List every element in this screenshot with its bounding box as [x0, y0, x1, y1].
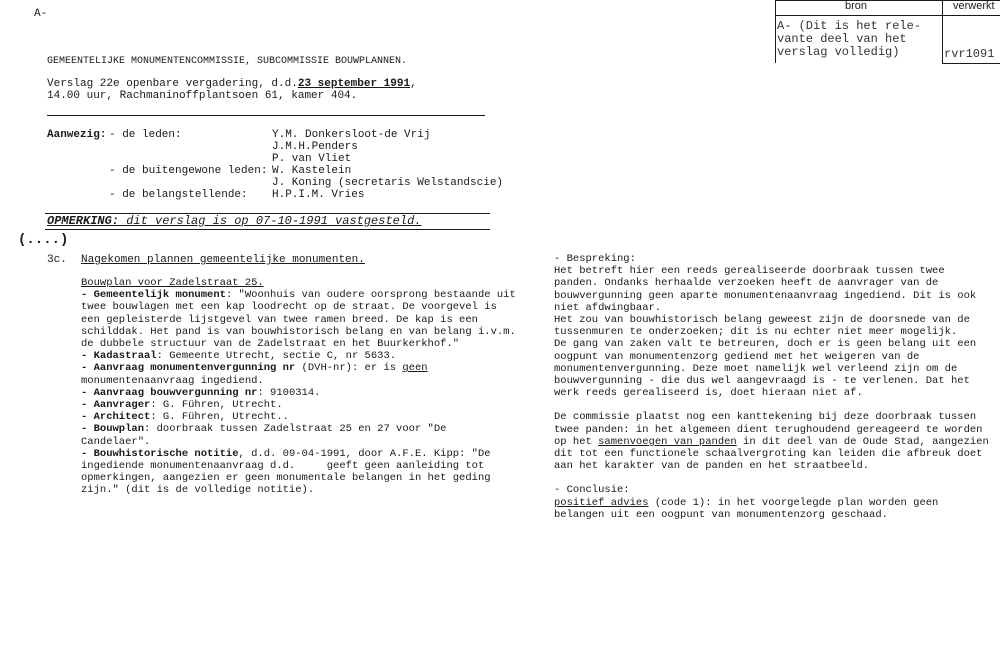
- discussion-line: De gang van zaken valt te betreuren, doch er is geen belang uit een: [554, 338, 977, 351]
- remark-text: [47, 214, 421, 228]
- discussion-line: oogpunt van monumentenzorg gediend met het weigeren van de: [554, 350, 920, 363]
- discussion-line: bouwvergunning geen aparte monumentenaanvraag ingediend. Dit is ook: [554, 289, 977, 302]
- item-line: Candelaer".: [81, 435, 151, 448]
- conclusion-advice: positief advies: [554, 496, 649, 509]
- conclusion-line: [554, 497, 984, 509]
- item-line: opmerkingen, aangezien er geen monumentale belangen in het geding: [81, 472, 491, 485]
- attendance-label: Aanwezig:: [47, 129, 107, 141]
- document-title: GEMEENTELIJKE MONUMENTENCOMMISSIE, SUBCOMMISSIE BOUWPLANNEN.: [47, 56, 408, 67]
- plan-details: [81, 277, 521, 497]
- discussion-line: aan het karakter van de panden en het straatbeeld.: [554, 460, 870, 473]
- item-text: : Gemeente Utrecht, sectie C, nr 5633.: [156, 350, 397, 363]
- item-text: , d.d. 09-04-1991, door A.F.E. Kipp: "De: [238, 447, 491, 460]
- attendee-name: J.M.H.Penders: [272, 141, 358, 153]
- discussion-line: Het betreft hier een reeds gerealiseerde doorbraak tussen twee: [554, 265, 945, 278]
- item-label: - Architect: [81, 411, 151, 424]
- item-line: [81, 423, 521, 435]
- item-line: twee bouwlagen met een kap loodrecht op de straat. De voorgevel is: [81, 301, 497, 314]
- remark-banner: [45, 213, 490, 230]
- corner-mark: A-: [34, 8, 48, 20]
- item-line: [81, 289, 521, 301]
- omission-mark: (....): [18, 232, 69, 248]
- item-line: schilddak. Het pand is van bouwhistorisch belang en van belang i.v.m.: [81, 325, 516, 338]
- item-text: : G. Führen, Utrecht..: [150, 411, 289, 424]
- item-text: (DVH-nr): er is: [295, 362, 403, 375]
- item-line: zijn." (dit is de volledige notitie).: [81, 484, 315, 497]
- meeting-date: 23 september 1991: [297, 78, 411, 90]
- item-label: - Aanvraag bouwvergunning nr: [81, 386, 258, 399]
- conclusion-line: belangen uit een oogpunt van monumentenzorg geschaad.: [554, 508, 888, 521]
- discussion-heading: - Bespreking:: [554, 253, 636, 265]
- item-label: - Bouwplan: [81, 423, 145, 436]
- item-label: - Kadastraal: [81, 350, 157, 363]
- remark-label: OPMERKING:: [47, 214, 120, 228]
- item-label: - Gemeentelijk monument: [81, 289, 226, 302]
- item-emphasis: geen: [402, 362, 428, 375]
- attendee-name: Y.M. Donkersloot-de Vrij: [272, 129, 431, 141]
- stamp-worked-code: rvr1091: [944, 47, 995, 61]
- item-text: : G. Führen, Utrecht.: [150, 399, 283, 412]
- meeting-line-2: 14.00 uur, Rachmaninoffplantsoen 61, kamer 404.: [47, 90, 358, 102]
- item-line: ingediende monumentenaanvraag d.d. geeft geen aanleiding tot: [81, 460, 485, 473]
- item-text: : 9100314.: [257, 386, 321, 399]
- stamp-source-line: A- (Dit is het rele-: [777, 19, 922, 33]
- item-line: [81, 350, 521, 362]
- section-number: 3c.: [47, 254, 67, 266]
- item-text: : doorbraak tussen Zadelstraat 25 en 27 voor "De: [144, 423, 447, 436]
- item-line: monumentenaanvraag ingediend.: [81, 374, 264, 387]
- item-text: : "Woonhuis van oudere oorsprong bestaande uit: [225, 289, 516, 302]
- discussion-line: panden. Ondanks herhaalde verzoeken heeft de aanvrager van de: [554, 277, 939, 290]
- item-label: - Bouwhistorische notitie: [81, 447, 239, 460]
- stamp-header-worked: verwerkt: [953, 0, 995, 12]
- stamp-source-line: vante deel van het: [777, 32, 907, 46]
- discussion-line: tussenmuren te onderzoeken; dit is nu echter niet meer mogelijk.: [554, 326, 958, 339]
- item-line: [81, 387, 521, 399]
- discussion-line: bouwvergunning - die dus wel aangevraagd is - te verlenen. Dat het: [554, 375, 970, 388]
- discussion-line: werk reeds gerealiseerd is, doet hieraan niet af.: [554, 387, 863, 400]
- attendee-name: H.P.I.M. Vries: [272, 189, 365, 201]
- remark-content: dit verslag is op 07-10-1991 vastgesteld.: [119, 214, 422, 228]
- item-line: een gepleisterde lijstgevel van twee ramen breed. De kap is een: [81, 313, 478, 326]
- meeting-suffix: ,: [410, 78, 417, 90]
- section-title: Nagekomen plannen gemeentelijke monumenten.: [81, 254, 365, 266]
- item-line: [81, 448, 521, 460]
- meeting-prefix: Verslag 22e openbare vergadering, d.d.: [47, 78, 298, 90]
- attendance-role: - de leden:: [109, 129, 182, 141]
- discussion-line: niet afdwingbaar.: [554, 301, 662, 314]
- item-label: - Aanvrager: [81, 399, 151, 412]
- discussion-line: monumentenvergunning. Deze moet namelijk wel verleend zijn om de: [554, 362, 958, 375]
- discussion: [554, 253, 989, 521]
- attendee-name: W. Kastelein: [272, 165, 352, 177]
- stamp-source-line: verslag volledig): [777, 45, 900, 59]
- discussion-line: twee panden: in het algemeen dient terughoudend gereageerd te worden: [554, 423, 983, 436]
- discussion-text: op het: [554, 435, 599, 448]
- conclusion-text: (code 1): in het voorgelegde plan worden geen: [648, 496, 939, 509]
- item-line: [81, 411, 521, 423]
- stamp-header-source: bron: [845, 0, 868, 12]
- attendee-name: P. van Vliet: [272, 153, 352, 165]
- item-label: - Aanvraag monumentenvergunning nr: [81, 362, 296, 375]
- conclusion-heading: - Conclusie:: [554, 484, 630, 497]
- discussion-line: De commissie plaatst nog een kanttekening bij deze doorbraak tussen: [554, 411, 977, 424]
- attendee-name: J. Koning (secretaris Welstandscie): [272, 177, 504, 189]
- discussion-line: Het zou van bouwhistorisch belang geweest zijn de doorsnede van de: [554, 314, 970, 327]
- attendance-role: - de buitengewone leden:: [109, 165, 268, 177]
- item-line: [81, 362, 521, 374]
- discussion-text: in dit deel van de Oude Stad, aangezien: [736, 435, 989, 448]
- item-line: [81, 399, 521, 411]
- plan-title: Bouwplan voor Zadelstraat 25.: [81, 277, 264, 289]
- attendance-role: - de belangstellende:: [109, 189, 248, 201]
- item-line: de dubbele structuur van de Zadelstraat en het Buurkerkhof.": [81, 338, 460, 351]
- discussion-line: [554, 435, 989, 448]
- discussion-line: dit tot een functionele schaalvergroting kan leiden die afbreuk doet: [554, 448, 983, 461]
- discussion-emphasis: samenvoegen van panden: [598, 435, 737, 448]
